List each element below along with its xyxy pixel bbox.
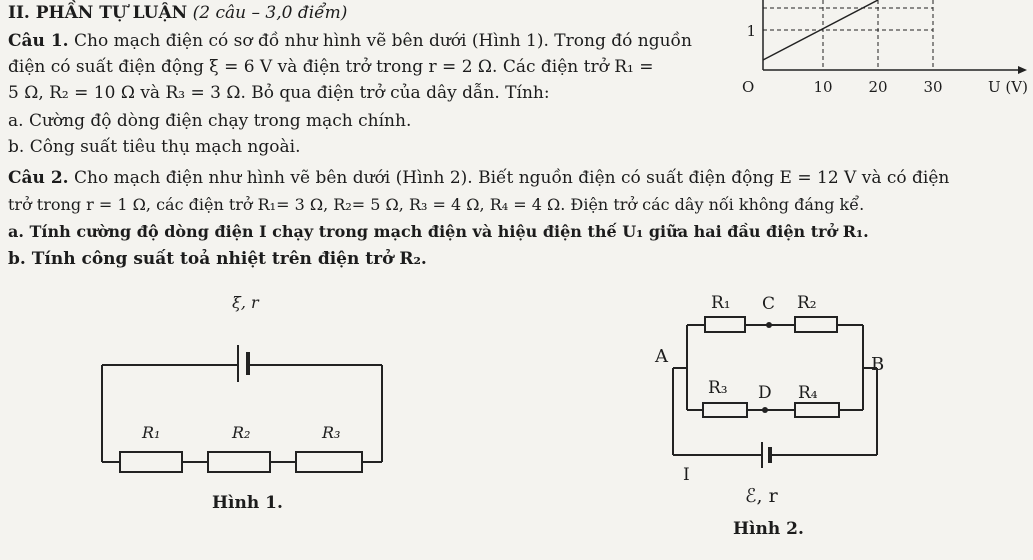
fig1-label-r3: R₃ <box>322 423 341 442</box>
graph-y-tick: 1 <box>746 22 756 40</box>
q1-line1 <box>8 31 692 51</box>
graph-origin: O <box>742 78 755 96</box>
q2-label: Câu 2. <box>8 168 69 188</box>
fig1-label-r1: R₁ <box>142 423 161 442</box>
fig2-label-r1: R₁ <box>711 293 731 313</box>
fig1-source-label: ξ, r <box>232 293 259 312</box>
figure-1-circuit <box>90 290 400 490</box>
fig2-resistor-r2 <box>795 317 837 332</box>
q2-part-a: a. Tính cường độ dòng điện I chạy trong mạch điện và hiệu điện thế U₁ giữa hai đầu điện trở R₁. <box>8 222 869 241</box>
q1-text-line1: Cho mạch điện có sơ đồ như hình vẽ bên dưới (Hình 1). Trong đó nguồn <box>73 31 692 51</box>
fig2-label-c: C <box>762 294 776 314</box>
graph-x-tick-10: 10 <box>813 78 833 96</box>
fig2-label-a: A <box>655 346 668 367</box>
q1-label: Câu 1. <box>8 31 69 51</box>
iu-graph <box>728 0 1033 100</box>
graph-x-tick-30: 30 <box>923 78 943 96</box>
q2-line1 <box>8 168 949 188</box>
q1-part-a: a. Cường độ dòng điện chạy trong mạch chính. <box>8 111 412 131</box>
fig2-label-current: I <box>683 465 690 485</box>
fig1-resistor-r2 <box>208 452 270 472</box>
q1-part-b: b. Công suất tiêu thụ mạch ngoài. <box>8 137 301 157</box>
fig1-caption: Hình 1. <box>212 493 283 513</box>
q1-text-line2: điện có suất điện động ξ = 6 V và điện trở trong r = 2 Ω. Các điện trở R₁ = <box>8 57 654 77</box>
section-heading-line <box>8 3 347 23</box>
fig2-label-d: D <box>758 383 772 403</box>
q2-part-b: b. Tính công suất toả nhiệt trên điện trở R₂. <box>8 249 427 269</box>
fig1-resistor-r1 <box>120 452 182 472</box>
figure-2-circuit <box>645 280 905 510</box>
fig2-resistor-r4 <box>795 403 839 417</box>
section-score: (2 câu – 3,0 điểm) <box>192 3 348 23</box>
fig2-node-c-dot <box>766 322 772 328</box>
fig2-resistor-r3 <box>703 403 747 417</box>
q1-text-line3: 5 Ω, R₂ = 10 Ω và R₃ = 3 Ω. Bỏ qua điện trở của dây dẫn. Tính: <box>8 83 550 103</box>
fig1-label-r2: R₂ <box>232 423 251 442</box>
fig1-resistor-r3 <box>296 452 362 472</box>
fig2-label-r3: R₃ <box>708 378 728 398</box>
q2-text-line1: Cho mạch điện như hình vẽ bên dưới (Hình 2). Biết nguồn điện có suất điện động E = 12 V và có điện <box>73 168 950 188</box>
fig2-caption: Hình 2. <box>733 519 804 539</box>
fig2-label-r4: R₄ <box>798 383 818 403</box>
section-heading: II. PHẦN TỰ LUẬN <box>8 3 188 23</box>
graph-x-arrow <box>1018 66 1027 74</box>
q2-text-line2: trở trong r = 1 Ω, các điện trở R₁= 3 Ω, R₂= 5 Ω, R₃ = 4 Ω, R₄ = 4 Ω. Điện trở các dây nối không đáng kể. <box>8 195 865 214</box>
fig2-node-d-dot <box>762 407 768 413</box>
fig2-resistor-r1 <box>705 317 745 332</box>
graph-x-label: U (V) <box>988 78 1028 96</box>
fig2-label-r2: R₂ <box>797 293 817 313</box>
fig2-label-b: B <box>871 354 885 375</box>
fig2-source-label: ℰ, r <box>745 485 778 507</box>
graph-x-tick-20: 20 <box>868 78 888 96</box>
